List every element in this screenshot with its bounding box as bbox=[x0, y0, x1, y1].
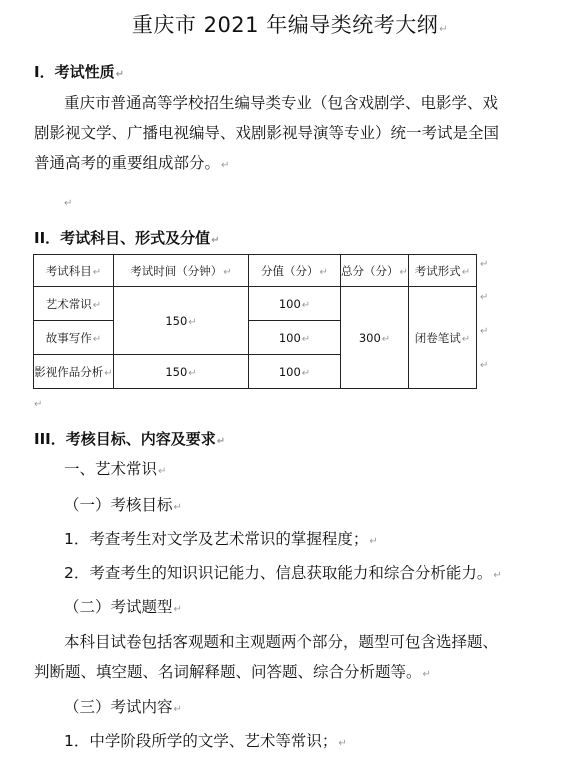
section-3-line-7: 判断题、填空题、名词解释题、问答题、综合分析题等。↵ bbox=[34, 663, 431, 681]
line-text: 2．考查考生的知识识记能力、信息获取能力和综合分析能力。 bbox=[64, 564, 493, 582]
score-cell: 100↵ bbox=[249, 355, 341, 389]
row-end-mark: ↵ bbox=[480, 326, 489, 337]
total-cell: 300↵ bbox=[341, 287, 409, 389]
line-text: （二）考试题型 bbox=[64, 598, 173, 616]
score-cell: 100↵ bbox=[249, 287, 341, 321]
time-cell-merged: 150↵ bbox=[114, 287, 249, 355]
line-text: 1．考查考生对文学及艺术常识的掌握程度； bbox=[64, 530, 369, 548]
line-text: 一、艺术常识 bbox=[64, 460, 158, 478]
section-3-line-8: （三）考试内容↵ bbox=[64, 698, 182, 716]
table-row bbox=[34, 287, 477, 321]
section-3-line-1: 一、艺术常识↵ bbox=[64, 460, 167, 478]
table-header-row bbox=[34, 255, 477, 287]
table-header-cell: 分值（分）↵ bbox=[249, 255, 341, 287]
paragraph-mark: ↵ bbox=[115, 69, 124, 80]
section-3-line-6 bbox=[64, 627, 498, 657]
line-text: （一）考核目标 bbox=[64, 496, 173, 514]
score-cell: 100↵ bbox=[249, 321, 341, 355]
paragraph-mark: ↵ bbox=[439, 24, 449, 35]
row-end-mark: ↵ bbox=[480, 360, 489, 371]
line-text: 判断题、填空题、名词解释题、问答题、综合分析题等。 bbox=[34, 663, 422, 681]
line-text: 剧影视文学、广播电视编导、戏剧影视导演等专业）统一考试是全国 bbox=[34, 124, 500, 142]
section-3-heading-text: III．考核目标、内容及要求 bbox=[34, 430, 216, 448]
section-3-heading bbox=[34, 428, 225, 449]
subject-cell: 影视作品分析↵ bbox=[34, 355, 114, 389]
table-header-cell: 总分（分）↵ bbox=[341, 255, 409, 287]
section-2-heading bbox=[34, 227, 220, 248]
paragraph-mark: ↵ bbox=[211, 235, 220, 246]
document-title bbox=[0, 9, 580, 39]
form-cell: 闭卷笔试↵ bbox=[409, 287, 477, 389]
paragraph-mark: ↵ bbox=[216, 436, 226, 447]
section-3-line-3: 1．考查考生对文学及艺术常识的掌握程度；↵ bbox=[64, 530, 378, 548]
section-1-line-3 bbox=[34, 148, 229, 181]
line-text: 本科目试卷包括客观题和主观题两个部分，题型可包含选择题、 bbox=[64, 633, 499, 651]
section-1-line-1 bbox=[64, 88, 498, 118]
section-3-line-4: 2．考查考生的知识识记能力、信息获取能力和综合分析能力。↵ bbox=[64, 564, 502, 582]
empty-paragraph-mark: ↵ bbox=[64, 198, 73, 209]
section-1-heading bbox=[34, 61, 124, 82]
row-end-mark: ↵ bbox=[480, 259, 489, 270]
line-text: 重庆市普通高等学校招生编导类专业（包含戏剧学、电影学、戏 bbox=[64, 94, 499, 112]
title-text: 重庆市 2021 年编导类统考大纲 bbox=[131, 13, 439, 37]
subject-cell: 艺术常识↵ bbox=[34, 287, 114, 321]
table-header-cell: 考试科目↵ bbox=[34, 255, 114, 287]
section-1-heading-text: I．考试性质 bbox=[34, 63, 115, 81]
empty-paragraph-mark: ↵ bbox=[34, 399, 43, 410]
exam-subjects-table bbox=[33, 254, 477, 389]
subject-cell: 故事写作↵ bbox=[34, 321, 114, 355]
section-2-heading-text: II．考试科目、形式及分值 bbox=[34, 229, 211, 247]
row-end-mark: ↵ bbox=[480, 292, 489, 303]
table-header-cell: 考试时间（分钟）↵ bbox=[114, 255, 249, 287]
section-3-line-9: 1．中学阶段所学的文学、艺术等常识；↵ bbox=[64, 732, 347, 750]
table-header-cell: 考试形式↵ bbox=[409, 255, 477, 287]
line-text: 1．中学阶段所学的文学、艺术等常识； bbox=[64, 732, 338, 750]
line-text: 普通高考的重要组成部分。 bbox=[34, 154, 221, 172]
paragraph-mark: ↵ bbox=[221, 160, 230, 171]
section-3-line-2: （一）考核目标↵ bbox=[64, 496, 182, 514]
line-text: （三）考试内容 bbox=[64, 698, 173, 716]
section-1-line-2 bbox=[34, 118, 499, 148]
section-3-line-5: （二）考试题型↵ bbox=[64, 598, 182, 616]
time-cell: 150↵ bbox=[114, 355, 249, 389]
